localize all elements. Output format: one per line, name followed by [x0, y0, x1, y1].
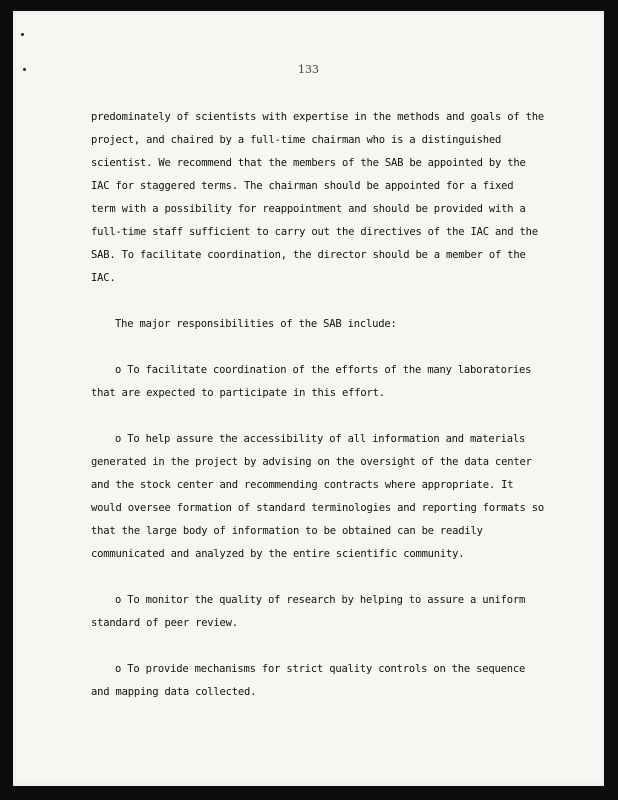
bullet-line: o To help assure the accessibility of all information and materials	[115, 433, 526, 445]
text-line: SAB. To facilitate coordination, the director should be a member of the	[91, 249, 526, 261]
text-line: that are expected to participate in this effort.	[91, 387, 385, 399]
text-line: IAC for staggered terms. The chairman should be appointed for a fixed	[91, 180, 514, 192]
text-line: and mapping data collected.	[91, 686, 257, 698]
text-line: and the stock center and recommending contracts where appropriate. It	[91, 479, 514, 491]
bullet-line: o To provide mechanisms for strict quality controls on the sequence	[115, 663, 526, 675]
bullet-line: o To facilitate coordination of the efforts of the many laboratories	[115, 364, 532, 376]
page-number: 133	[298, 63, 319, 76]
text-line: that the large body of information to be obtained can be readily	[91, 525, 483, 537]
text-line: scientist. We recommend that the members of the SAB be appointed by the	[91, 157, 526, 169]
text-line: standard of peer review.	[91, 617, 238, 629]
document-body	[91, 106, 551, 704]
responsibility-item-1	[91, 359, 551, 405]
paper-sheet	[13, 11, 604, 786]
text-line: project, and chaired by a full-time chairman who is a distinguished	[91, 134, 502, 146]
responsibility-item-2	[91, 428, 551, 566]
lead-in-sentence: The major responsibilities of the SAB include:	[115, 318, 397, 330]
text-line: communicated and analyzed by the entire scientific community.	[91, 548, 465, 560]
responsibility-item-4	[91, 658, 551, 704]
scan-speck	[21, 33, 24, 36]
text-line: generated in the project by advising on the oversight of the data center	[91, 456, 532, 468]
responsibility-item-3	[91, 589, 551, 635]
bullet-line: o To monitor the quality of research by helping to assure a uniform	[115, 594, 526, 606]
text-line: term with a possibility for reappointment and should be provided with a	[91, 203, 526, 215]
text-line: would oversee formation of standard terminologies and reporting formats so	[91, 502, 544, 514]
text-line: IAC.	[91, 272, 116, 284]
text-line: predominately of scientists with expertise in the methods and goals of the	[91, 111, 544, 123]
text-line: full-time staff sufficient to carry out the directives of the IAC and the	[91, 226, 538, 238]
intro-paragraph	[91, 106, 551, 290]
